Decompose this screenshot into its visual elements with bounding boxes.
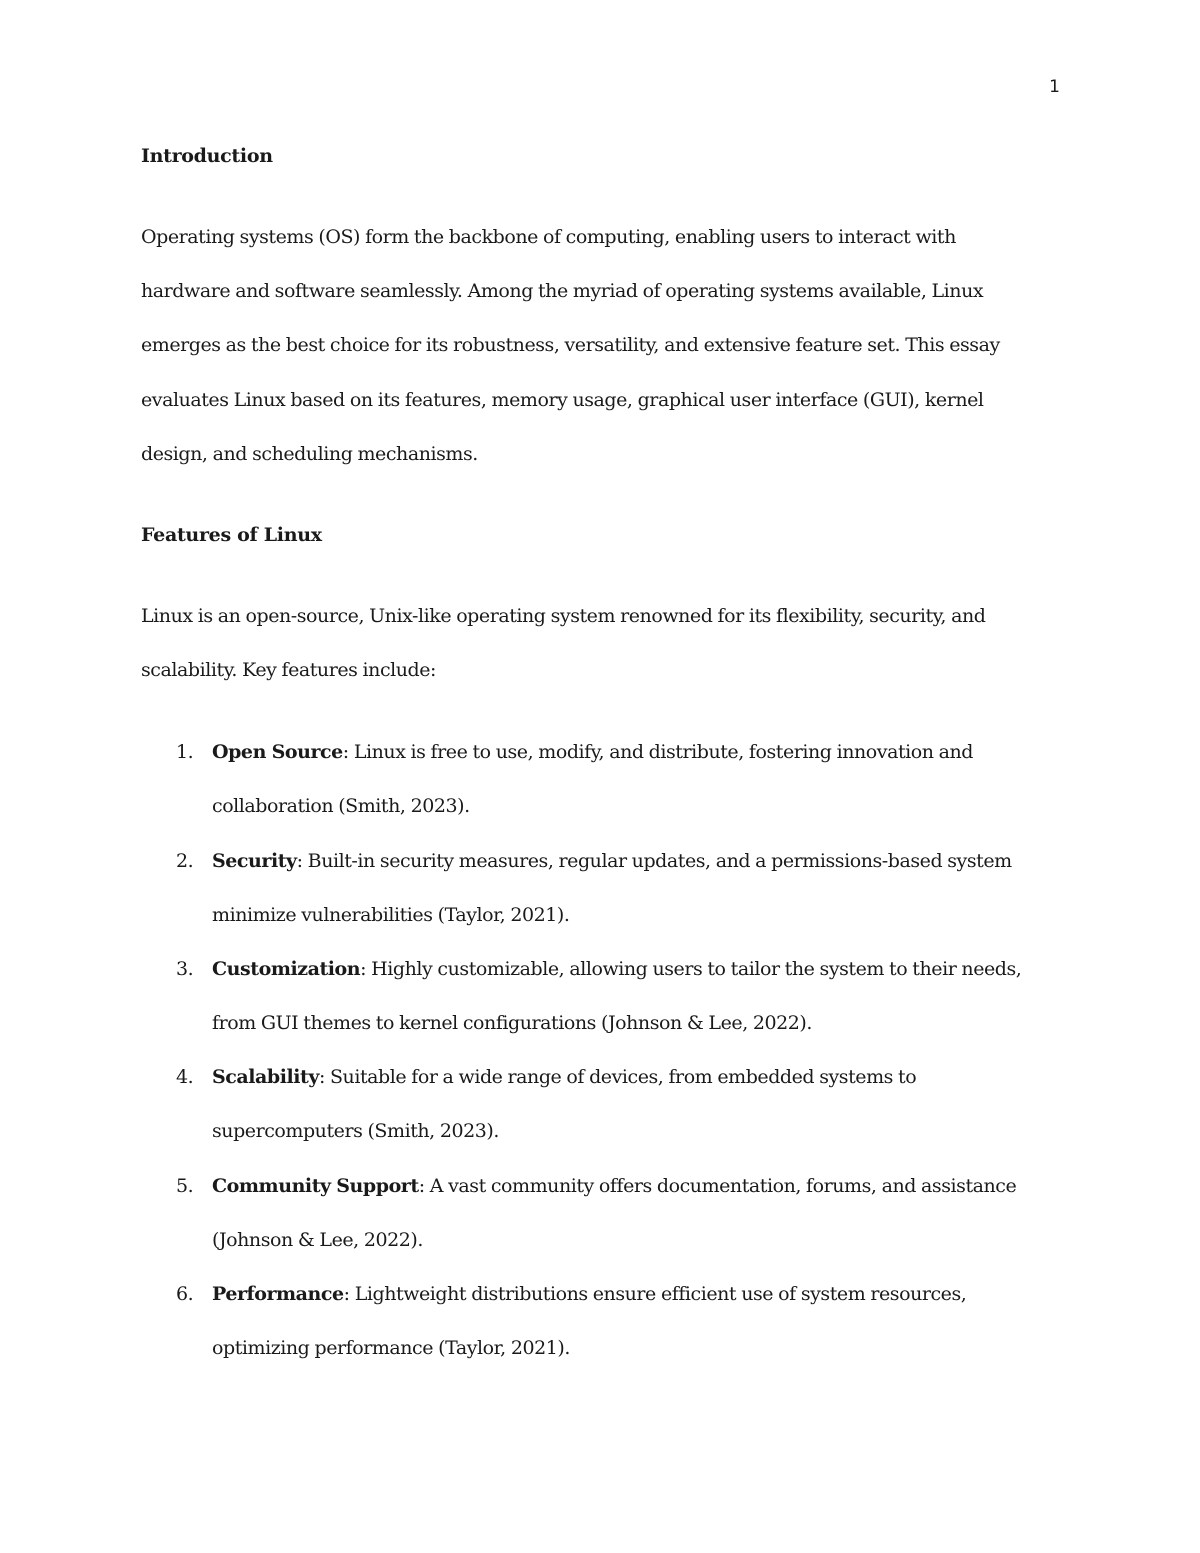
- list-item-number: 6.: [176, 1283, 194, 1305]
- list-item-body: [212, 942, 1052, 1050]
- list-item-body: [212, 834, 1052, 942]
- list-item-term: Open Source: [212, 741, 343, 763]
- list-item-body: [212, 725, 1052, 833]
- list-item-number: 2.: [176, 850, 194, 872]
- section-heading-features: Features of Linux: [141, 524, 322, 546]
- list-item-number: 3.: [176, 958, 194, 980]
- list-item-text: : A vast community offers documentation, forums, and assistance (Johnson & Lee, 2022).: [212, 1175, 1017, 1252]
- list-item-term: Security: [212, 850, 297, 872]
- list-item-text: : Built-in security measures, regular updates, and a permissions-based system minimize vulnerabilities (Taylor, 2021).: [212, 850, 1012, 927]
- list-item-text: : Suitable for a wide range of devices, from embedded systems to supercomputers (Smith, 2023).: [212, 1066, 917, 1143]
- list-item-number: 5.: [176, 1175, 194, 1197]
- list-item-text: : Highly customizable, allowing users to tailor the system to their needs, from GUI themes to kernel configurations (Johnson & Lee, 2022).: [212, 958, 1022, 1035]
- list-item-body: [212, 1050, 1052, 1158]
- page-number: 1: [1049, 77, 1060, 97]
- list-item-term: Community Support: [212, 1175, 419, 1197]
- list-item-body: [212, 1159, 1052, 1267]
- list-item-term: Customization: [212, 958, 361, 980]
- introduction-paragraph: Operating systems (OS) form the backbone of computing, enabling users to interact with hardware and software seamlessly. Among the myriad of operating systems available, Linux emerges as the best choice for its robustness, versatility, and extensive feature set. This essay evaluates Linux based on its features, memory usage, graphical user interface (GUI), kernel design, and scheduling mechanisms.: [141, 226, 1000, 465]
- features-intro-paragraph: Linux is an open-source, Unix-like operating system renowned for its flexibility, security, and scalability. Key features include:: [141, 605, 986, 682]
- list-item-number: 4.: [176, 1066, 194, 1088]
- list-item-body: [212, 1267, 1052, 1375]
- list-item-text: : Lightweight distributions ensure efficient use of system resources, optimizing performance (Taylor, 2021).: [212, 1283, 967, 1360]
- list-item-term: Performance: [212, 1283, 344, 1305]
- list-item-term: Scalability: [212, 1066, 319, 1088]
- section-heading-introduction: Introduction: [141, 145, 273, 167]
- list-item-number: 1.: [176, 741, 194, 763]
- list-item-text: : Linux is free to use, modify, and distribute, fostering innovation and collaboration (Smith, 2023).: [212, 741, 974, 818]
